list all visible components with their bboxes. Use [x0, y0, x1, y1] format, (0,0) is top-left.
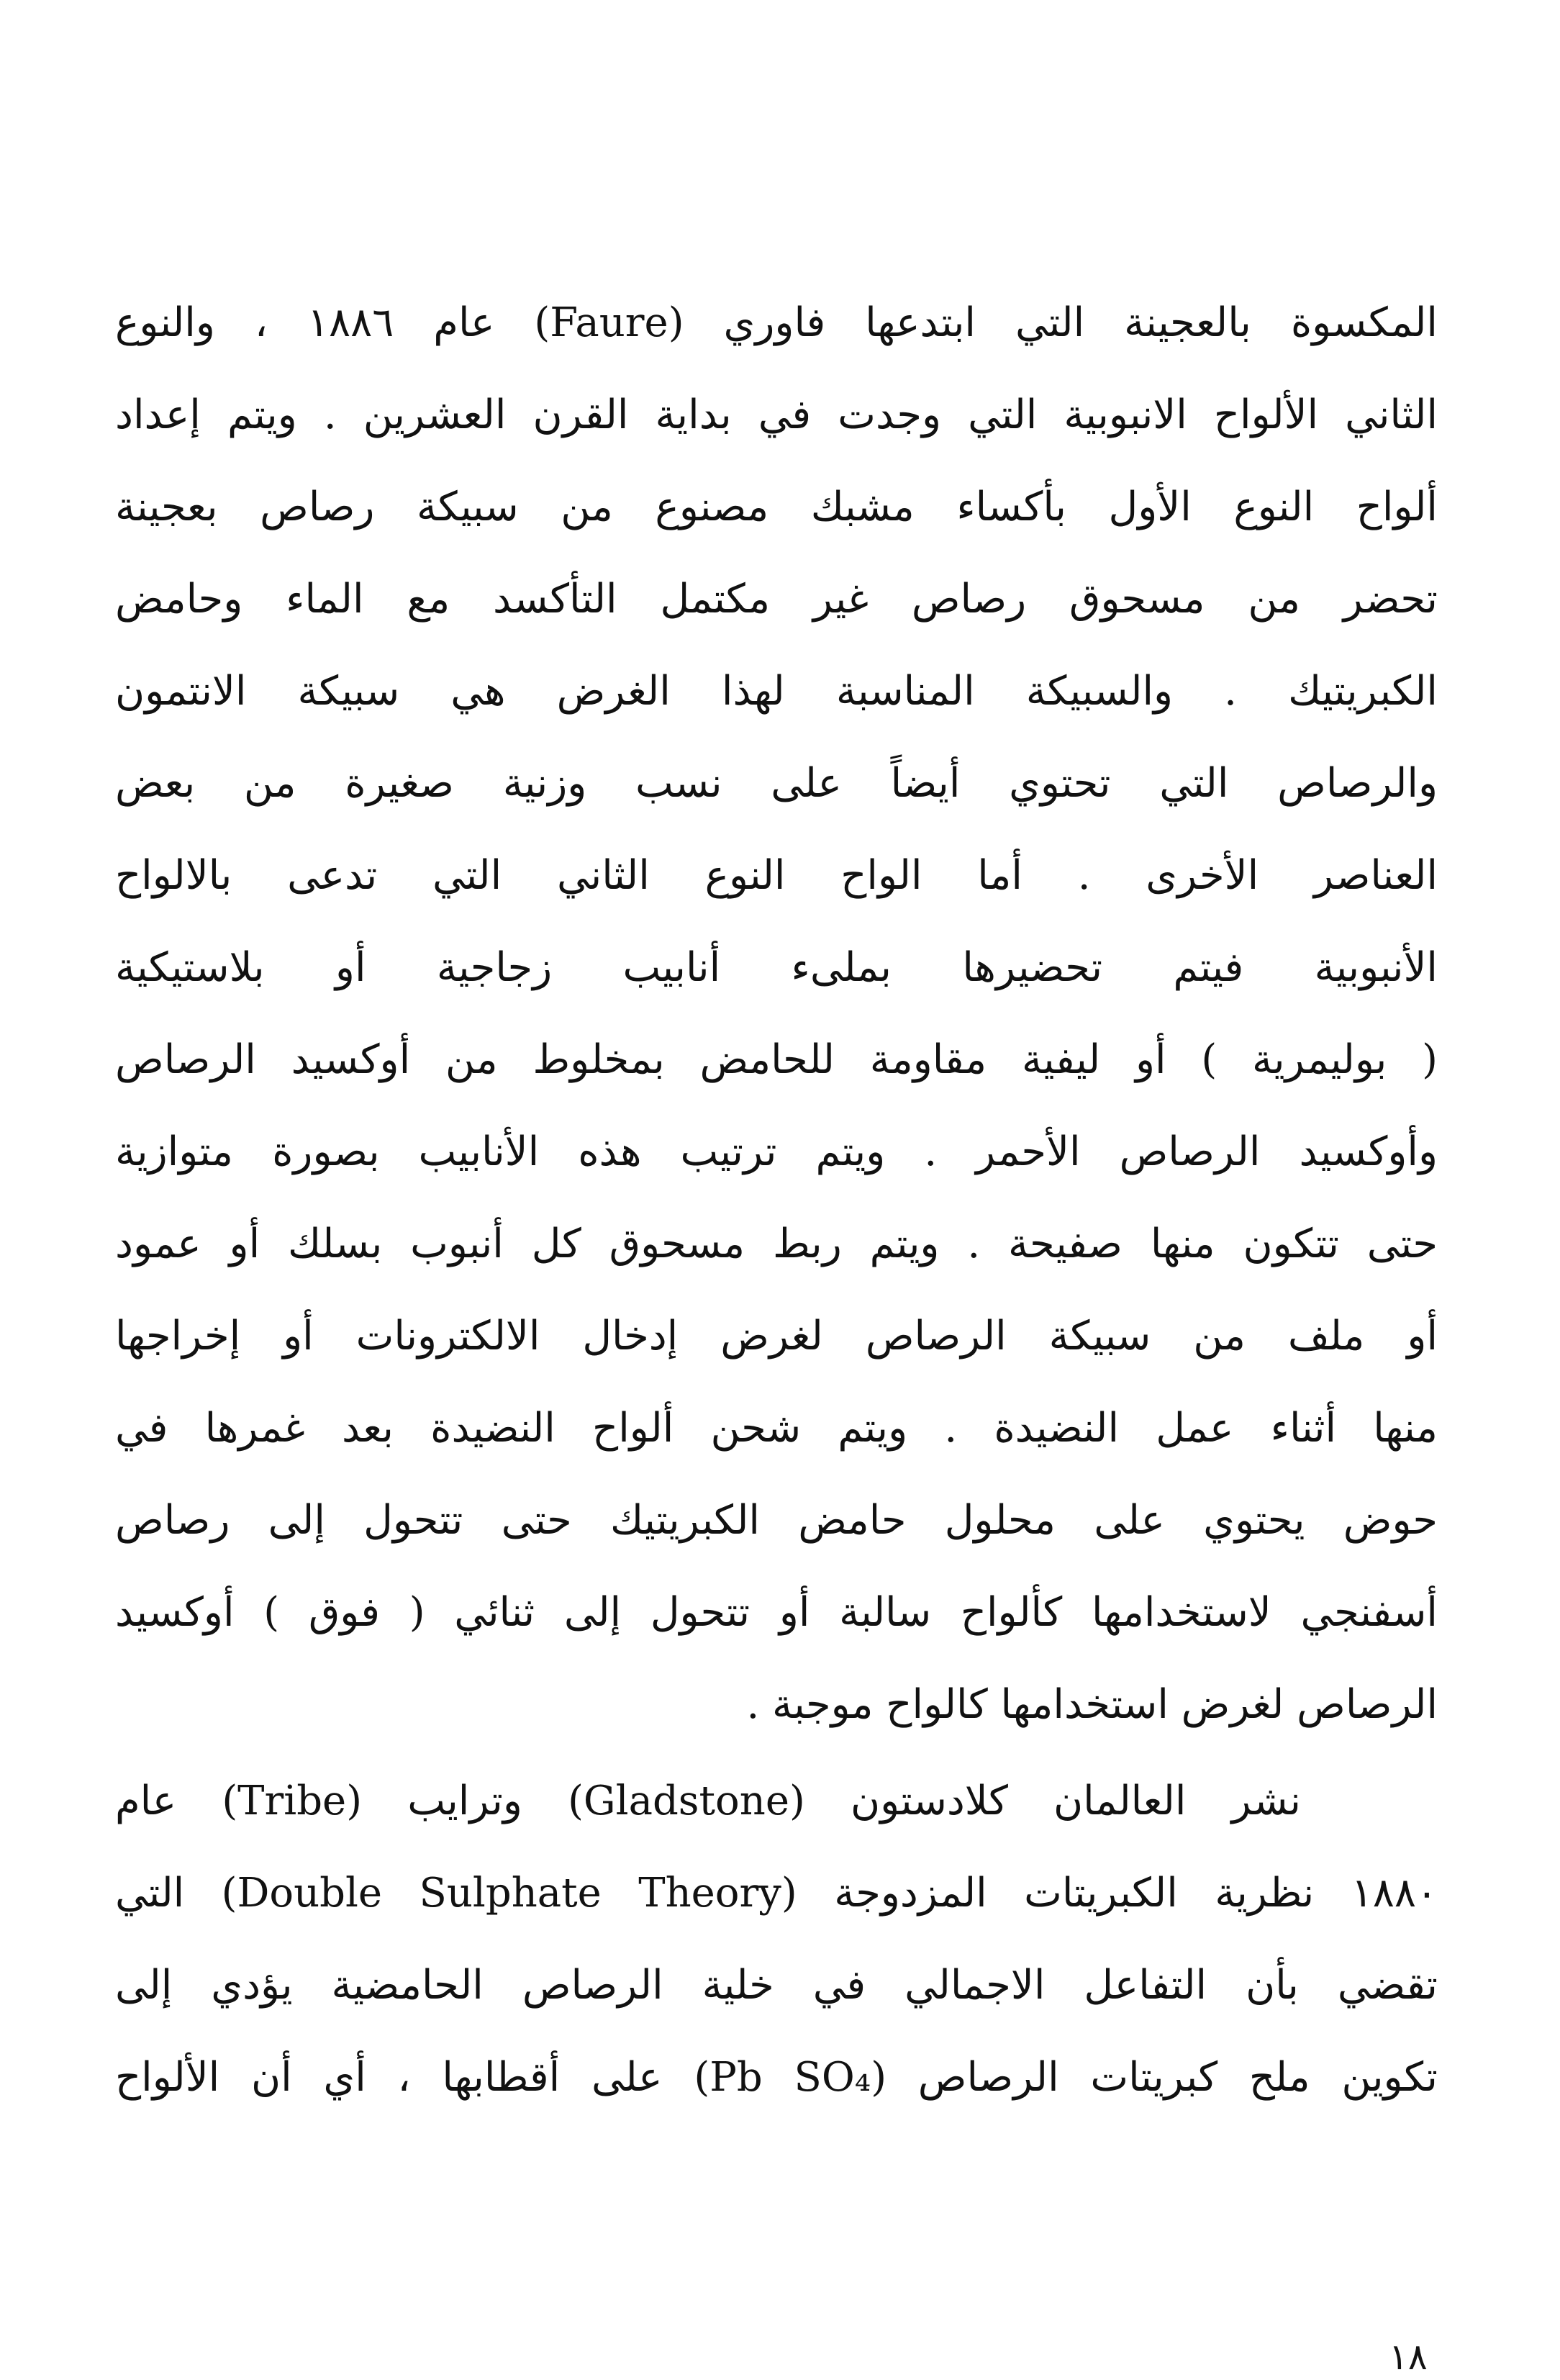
text-line: أسفنجي لاستخدامها كألواح سالبة أو تتحول إلى ثنائي ( فوق ) أوكسيد: [115, 1589, 1438, 1636]
text-line: ألواح النوع الأول بأكساء مشبك مصنوع من سبيكة رصاص بعجينة: [115, 484, 1438, 530]
text-line: الأنبوبية فيتم تحضيرها بملىء أنابيب زجاجية أو بلاستيكية: [115, 944, 1438, 991]
text-line: ( بوليمرية ) أو ليفية مقاومة للحامض بمخلوط من أوكسيد الرصاص: [115, 1036, 1438, 1083]
paragraph-1: [115, 277, 1438, 1751]
text-line: الثاني الألواح الانبوبية التي وجدت في بداية القرن العشرين . ويتم إعداد: [115, 392, 1438, 438]
text-line: والرصاص التي تحتوي أيضاً على نسب وزنية صغيرة من بعض: [115, 760, 1438, 807]
paragraph-2: [115, 1755, 1438, 2124]
text-line: وأوكسيد الرصاص الأحمر . ويتم ترتيب هذه الأنابيب بصورة متوازية: [115, 1128, 1438, 1175]
body-text: [115, 277, 1438, 2124]
text-line: نشر العالمان كلادستون (Gladstone) وترايب (Tribe) عام: [115, 1778, 1301, 1824]
text-line: الرصاص لغرض استخدامها كالواح موجبة .: [746, 1681, 1438, 1728]
text-line: ١٨٨٠ نظرية الكبريتات المزدوجة (Double Sulphate Theory) التي: [115, 1870, 1438, 1917]
text-line: تقضي بأن التفاعل الاجمالي في خلية الرصاص الحامضية يؤدي إلى: [115, 1962, 1438, 2009]
text-line: أو ملف من سبيكة الرصاص لغرض إدخال الالكترونات أو إخراجها: [115, 1313, 1438, 1359]
text-line: تكوين ملح كبريتات الرصاص (Pb SO₄) على أقطابها ، أي أن الألواح: [115, 2054, 1438, 2101]
text-line: الكبريتيك . والسبيكة المناسبة لهذا الغرض هي سبيكة الانتمون: [115, 668, 1438, 715]
text-line: العناصر الأخرى . أما الواح النوع الثاني التي تدعى بالالواح: [115, 852, 1438, 899]
text-line: حتى تتكون منها صفيحة . ويتم ربط مسحوق كل أنبوب بسلك أو عمود: [115, 1221, 1438, 1267]
text-line: تحضر من مسحوق رصاص غير مكتمل التأكسد مع الماء وحامض: [115, 576, 1438, 623]
page-number: ١٨: [1389, 2336, 1428, 2378]
text-line: حوض يحتوي على محلول حامض الكبريتيك حتى تتحول إلى رصاص: [115, 1497, 1438, 1544]
text-line: منها أثناء عمل النضيدة . ويتم شحن ألواح النضيدة بعد غمرها في: [115, 1405, 1438, 1452]
text-line: المكسوة بالعجينة التي ابتدعها فاوري (Faure) عام ١٨٨٦ ، والنوع: [115, 299, 1438, 346]
